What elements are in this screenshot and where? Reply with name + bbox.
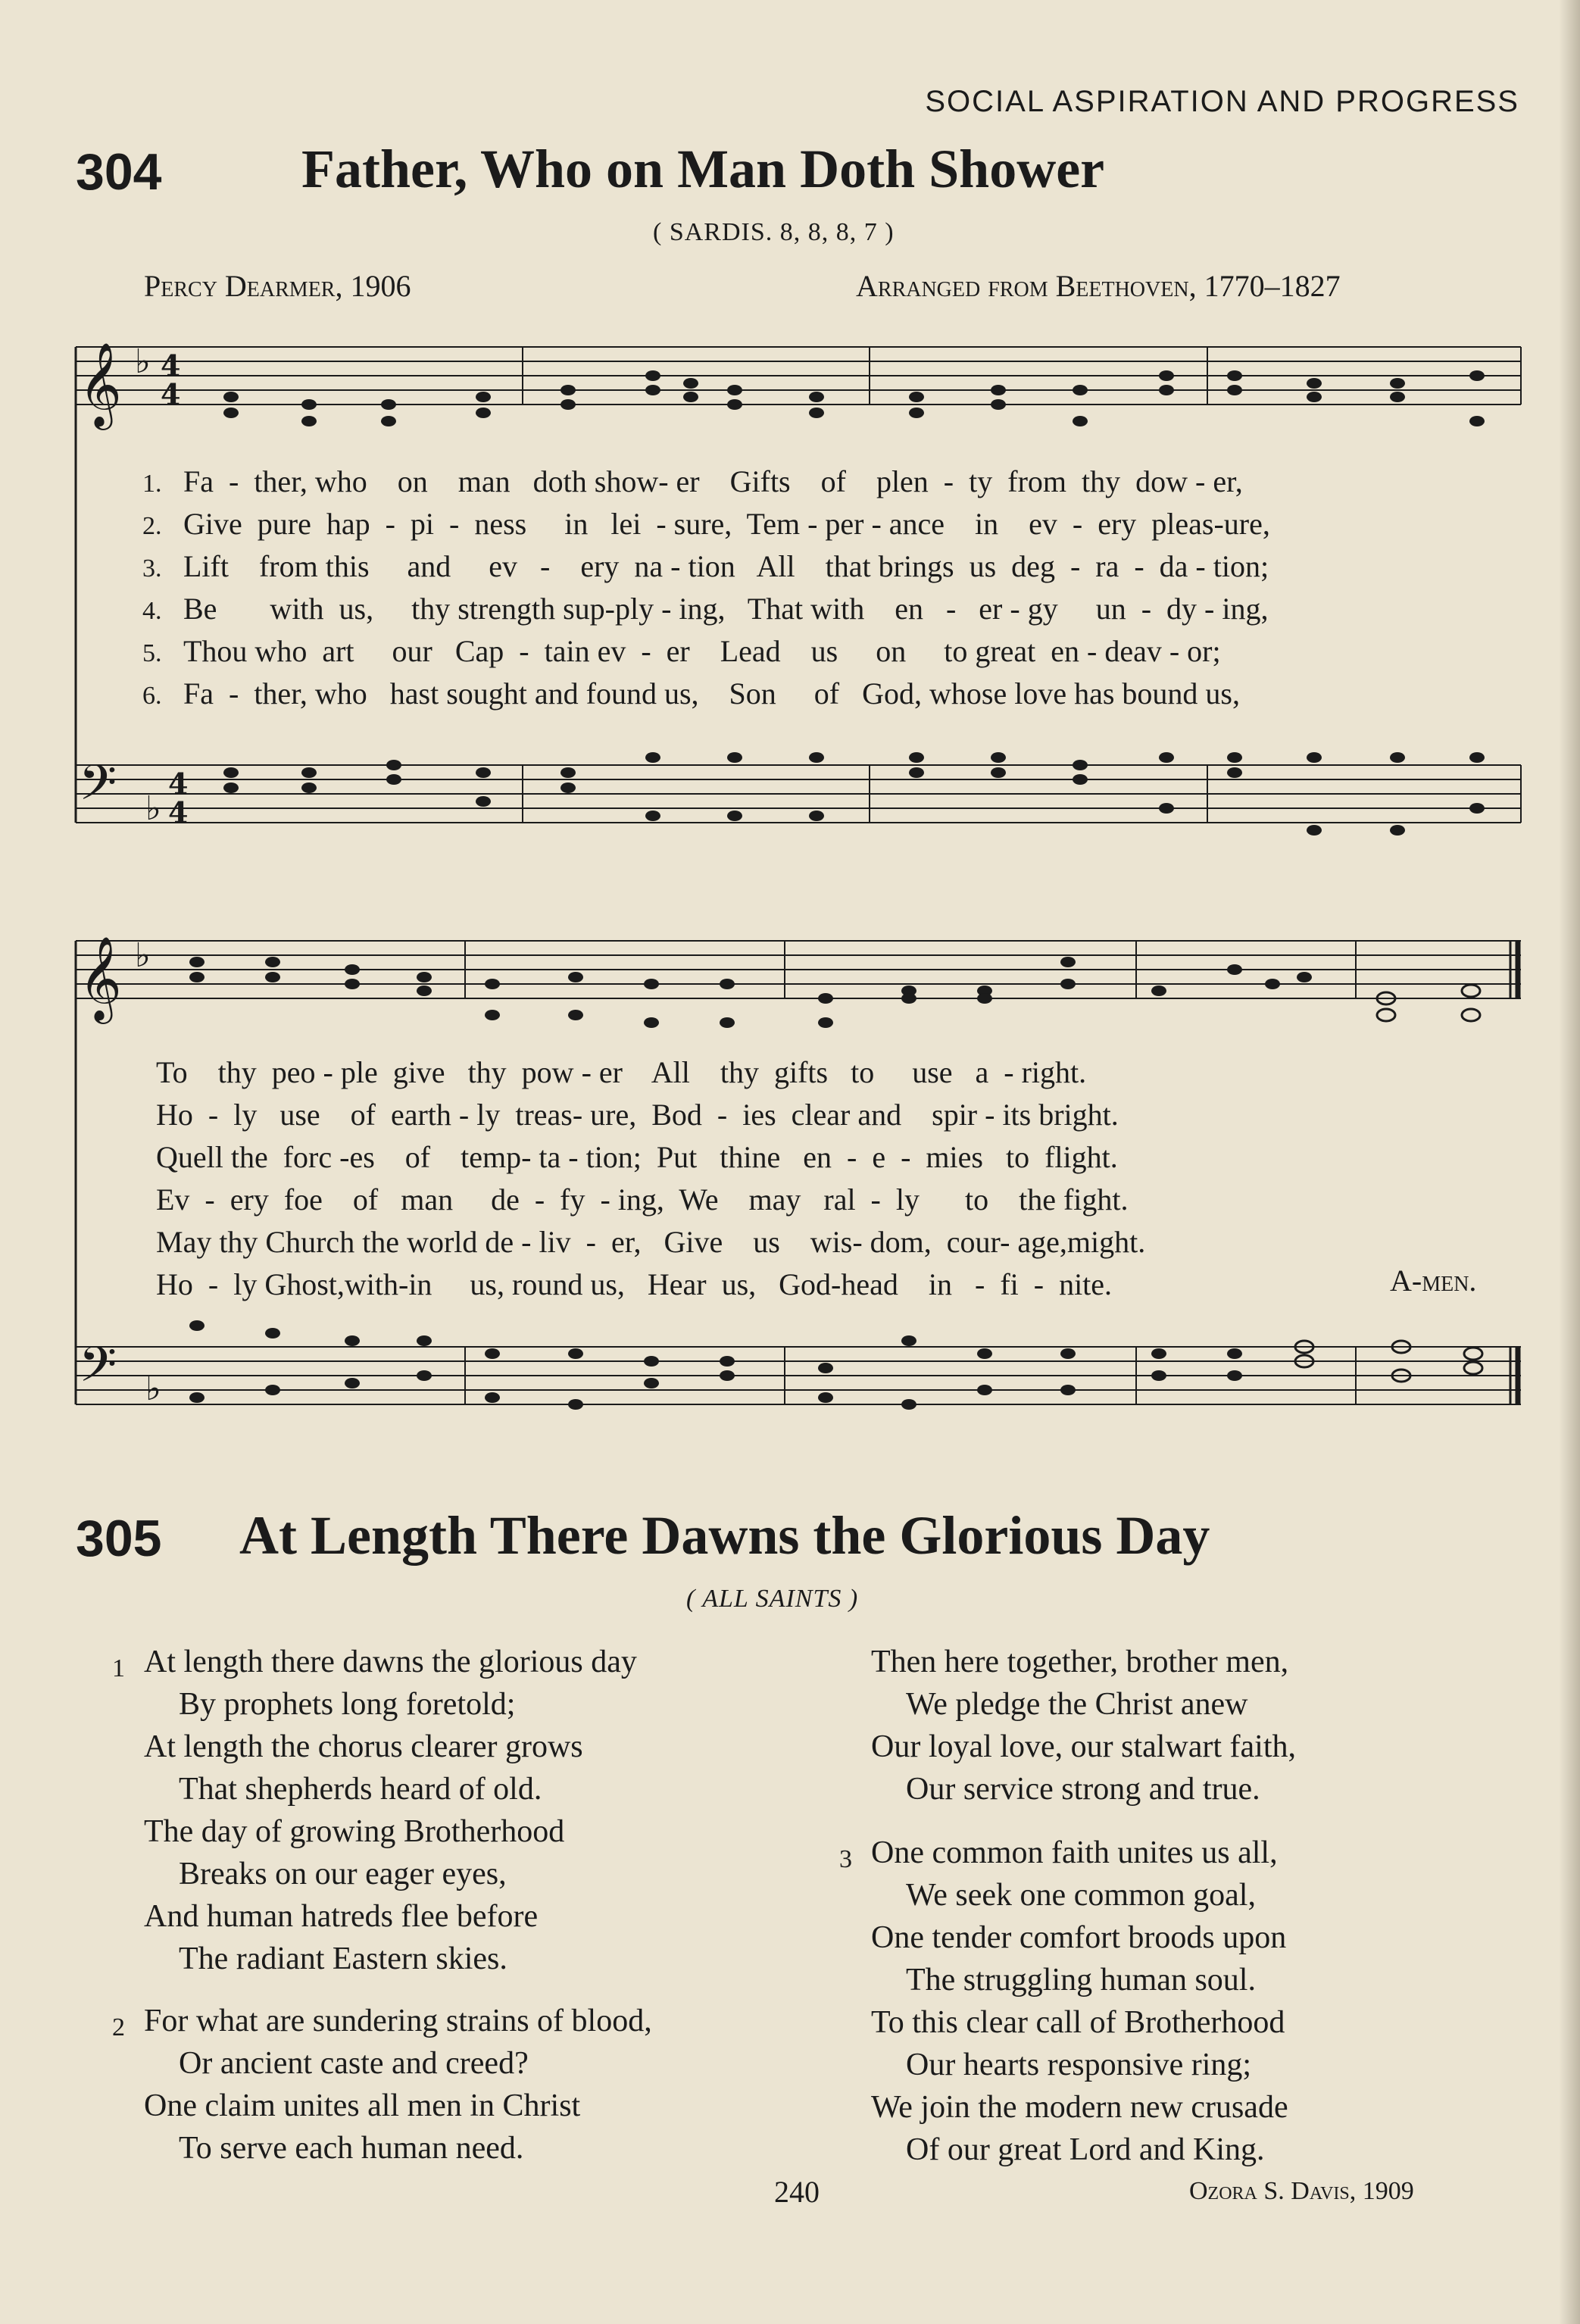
hymn-304-number: 304 [76, 143, 162, 201]
hymn-304-music-credit: Arranged from Beethoven, 1770–1827 [856, 269, 1341, 303]
flat-icon: ♭ [145, 1370, 161, 1408]
stanza-number: 2 [112, 2013, 125, 2041]
stanza-number: 1 [112, 1654, 125, 1682]
bass-clef-icon: 𝄢 [79, 1337, 117, 1405]
hymn-304-title: Father, Who on Man Doth Shower [301, 139, 1105, 199]
hymn-305-tune: ( ALL SAINTS ) [686, 1585, 859, 1613]
verse-line: Quell the forc -es of temp- ta - tion; Put thine en - e - mies to flight. [156, 1140, 1118, 1174]
stanza-2-part-1: For what are sundering strains of blood, Or ancient caste and creed? One claim unites all men in Christ To serve each human need. [144, 2004, 652, 2166]
page-number: 240 [774, 2175, 820, 2209]
staff-system1-bass [76, 765, 1521, 823]
staff-system2-treble [76, 941, 1521, 998]
verse-line: 6. Fa - ther, who hast sought and found us, Son of God, whose love has bound us, [142, 676, 1240, 711]
verse-line: Ho - ly use of earth - ly treas- ure, Bod - ies clear and spir - its bright. [156, 1098, 1119, 1132]
section-heading: SOCIAL ASPIRATION AND PROGRESS [925, 85, 1519, 118]
verse-line: To thy peo - ple give thy pow - er All thy gifts to use a - right. [156, 1055, 1087, 1089]
time-signature-top: 4 [168, 767, 189, 801]
verse-line: 1. Fa - ther, who on man doth show- er Gifts of plen - ty from thy dow - er, [142, 464, 1243, 498]
time-signature-bottom: 4 [168, 795, 189, 829]
treble-clef-icon: 𝄞 [79, 936, 122, 1020]
verse-line: 4. Be with us, thy strength sup-ply - ing, That with en - er - gy un - dy - ing, [142, 592, 1269, 626]
stanza-2-part-2: Then here together, brother men, We pledge the Christ anew Our loyal love, our stalwart faith, Our service strong and true. [871, 1645, 1297, 1807]
bass-clef-icon: 𝄢 [79, 755, 117, 823]
page-edge-shadow [1559, 0, 1580, 2324]
treble-clef-icon: 𝄞 [79, 342, 122, 426]
staff-system1-treble [76, 347, 1521, 405]
hymn-304-words-credit: Percy Dearmer, 1906 [144, 269, 411, 303]
flat-icon: ♭ [145, 789, 161, 828]
hymn-305-author: Ozora S. Davis, 1909 [1189, 2177, 1414, 2205]
stanza-number: 3 [839, 1845, 852, 1873]
verse-line: 2. Give pure hap - pi - ness in lei - sure, Tem - per - ance in ev - ery pleas-ure, [142, 507, 1270, 541]
verse-line: 3. Lift from this and ev - ery na - tion All that brings us deg - ra - da - tion; [142, 549, 1269, 583]
stanza-1: At length there dawns the glorious day By prophets long foretold; At length the chorus clearer grows That shepherds heard of old. The day of growing Brotherhood Breaks on our eager eyes, And human hatreds flee before The radiant Eastern skies. [144, 1645, 637, 1976]
verse-line: 5. Thou who art our Cap - tain ev - er Lead us on to great en - deav - or; [142, 634, 1221, 668]
stanza-3: One common faith unites us all, We seek one common goal, One tender comfort broods upon The struggling human soul. To this clear call of Brotherhood Our hearts responsive ring; We join the modern new crusade Of our great Lord and King. [871, 1835, 1288, 2167]
time-signature-bottom: 4 [161, 377, 181, 411]
amen-label: A-men. [1390, 1264, 1477, 1298]
hymn-305-title: At Length There Dawns the Glorious Day [239, 1505, 1210, 1566]
verse-line: Ho - ly Ghost,with-in us, round us, Hear us, God-head in - fi - nite. [156, 1267, 1113, 1301]
hymn-305-number: 305 [76, 1510, 162, 1567]
time-signature-top: 4 [161, 348, 181, 383]
hymn-304-tune: ( SARDIS. 8, 8, 8, 7 ) [653, 218, 895, 246]
verse-line: May thy Church the world de - liv - er, Give us wis- dom, cour- age,might. [156, 1225, 1146, 1259]
flat-icon: ♭ [135, 342, 151, 381]
flat-icon: ♭ [135, 936, 151, 975]
verse-line: Ev - ery foe of man de - fy - ing, We may ral - ly to the fight. [156, 1182, 1129, 1217]
